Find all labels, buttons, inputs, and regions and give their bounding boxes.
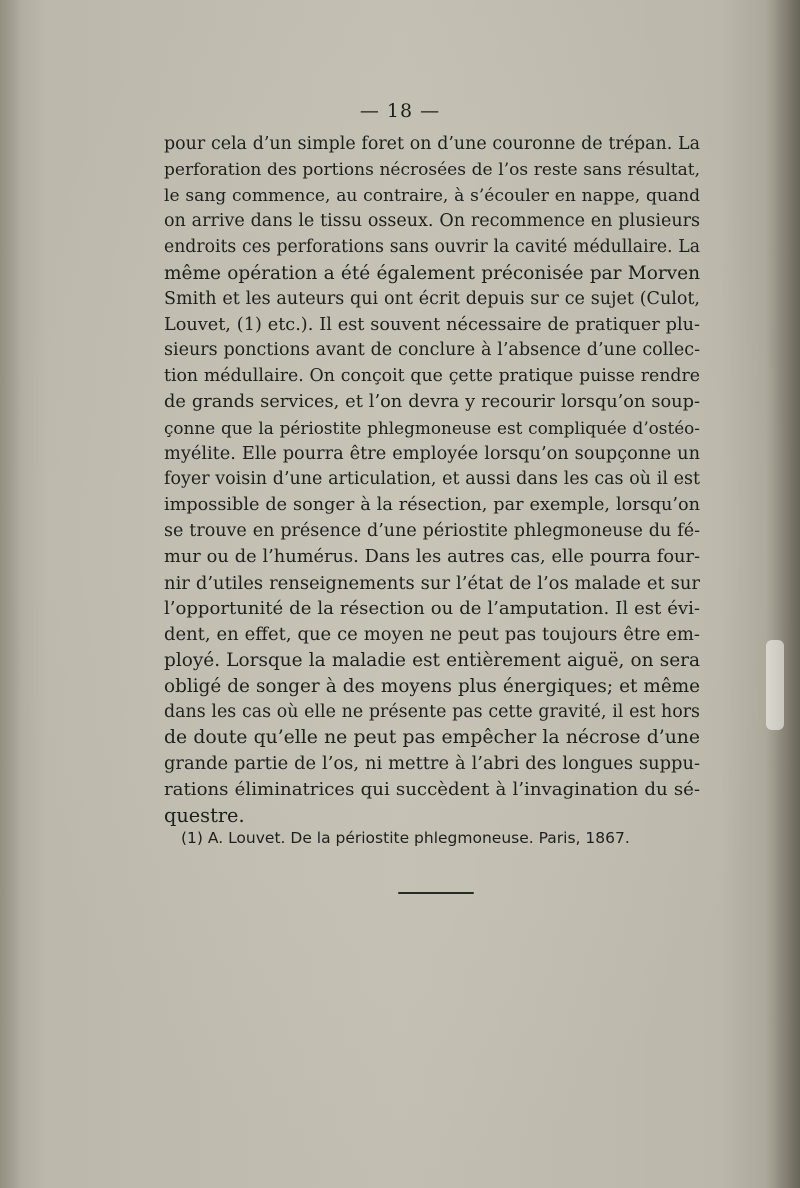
edge-mark — [766, 640, 784, 730]
right-edge-shadow — [766, 0, 800, 1188]
text-line: tion médullaire. On conçoit que çette pratique puisse rendre — [164, 366, 700, 387]
text-line: questre. — [164, 803, 245, 827]
text-line: myélite. Elle pourra être employée lorsqu’on soupçonne un — [164, 443, 700, 464]
text-line: foyer voisin d’une articulation, et aussi dans les cas où il est — [164, 469, 700, 490]
text-line: le sang commence, au contraire, à s’écouler en nappe, quand — [164, 185, 700, 206]
text-line: impossible de songer à la résection, par exemple, lorsqu’on — [164, 495, 700, 516]
text-line: obligé de songer à des moyens plus énergiques; et même — [164, 675, 700, 697]
text-line: ployé. Lorsque la maladie est entièrement aiguë, on sera — [164, 649, 700, 671]
text-line: dans les cas où elle ne présente pas cette gravité, il est hors — [164, 701, 700, 722]
text-line: dent, en effet, que ce moyen ne peut pas toujours être em- — [164, 624, 700, 646]
text-line: endroits ces perforations sans ouvrir la cavité médullaire. La — [164, 237, 700, 258]
footnote: (1) A. Louvet. De la périostite phlegmoneuse. Paris, 1867. — [181, 829, 630, 847]
text-line: çonne que la périostite phlegmoneuse est compliquée d’ostéo- — [164, 417, 700, 438]
text-line: sieurs ponctions avant de conclure à l’absence d’une collec- — [164, 340, 700, 361]
text-line: de grands services, et l’on devra y recourir lorsqu’on soup- — [164, 391, 700, 412]
text-line: Smith et les auteurs qui ont écrit depuis sur ce sujet (Culot, — [164, 288, 700, 309]
body-text — [164, 132, 700, 829]
text-line: rations éliminatrices qui succèdent à l’invagination du sé- — [164, 778, 700, 800]
text-line: mur ou de l’humérus. Dans les autres cas, elle pourra four- — [164, 546, 700, 567]
text-line: pour cela d’un simple foret on d’une couronne de trépan. La — [164, 134, 700, 154]
page-number: — 18 — — [359, 100, 441, 122]
text-line: nir d’utiles renseignements sur l’état de l’os malade et sur — [164, 572, 700, 594]
text-line: perforation des portions nécrosées de l’os reste sans résultat, — [164, 159, 700, 180]
text-line: de doute qu’elle ne peut pas empêcher la nécrose d’une — [164, 727, 700, 749]
text-line: grande partie de l’os, ni mettre à l’abri des longues suppu- — [164, 753, 700, 775]
left-edge-shadow — [0, 0, 22, 1188]
end-rule — [398, 892, 474, 894]
text-line: Louvet, (1) etc.). Il est souvent nécessaire de pratiquer plu- — [164, 314, 700, 335]
text-line: l’opportunité de la résection ou de l’amputation. Il est évi- — [164, 598, 700, 620]
text-line: on arrive dans le tissu osseux. On recommence en plusieurs — [164, 211, 700, 232]
text-line: se trouve en présence d’une périostite phlegmoneuse du fé- — [164, 520, 700, 541]
text-line: même opération a été également préconisée par Morven — [164, 262, 700, 284]
